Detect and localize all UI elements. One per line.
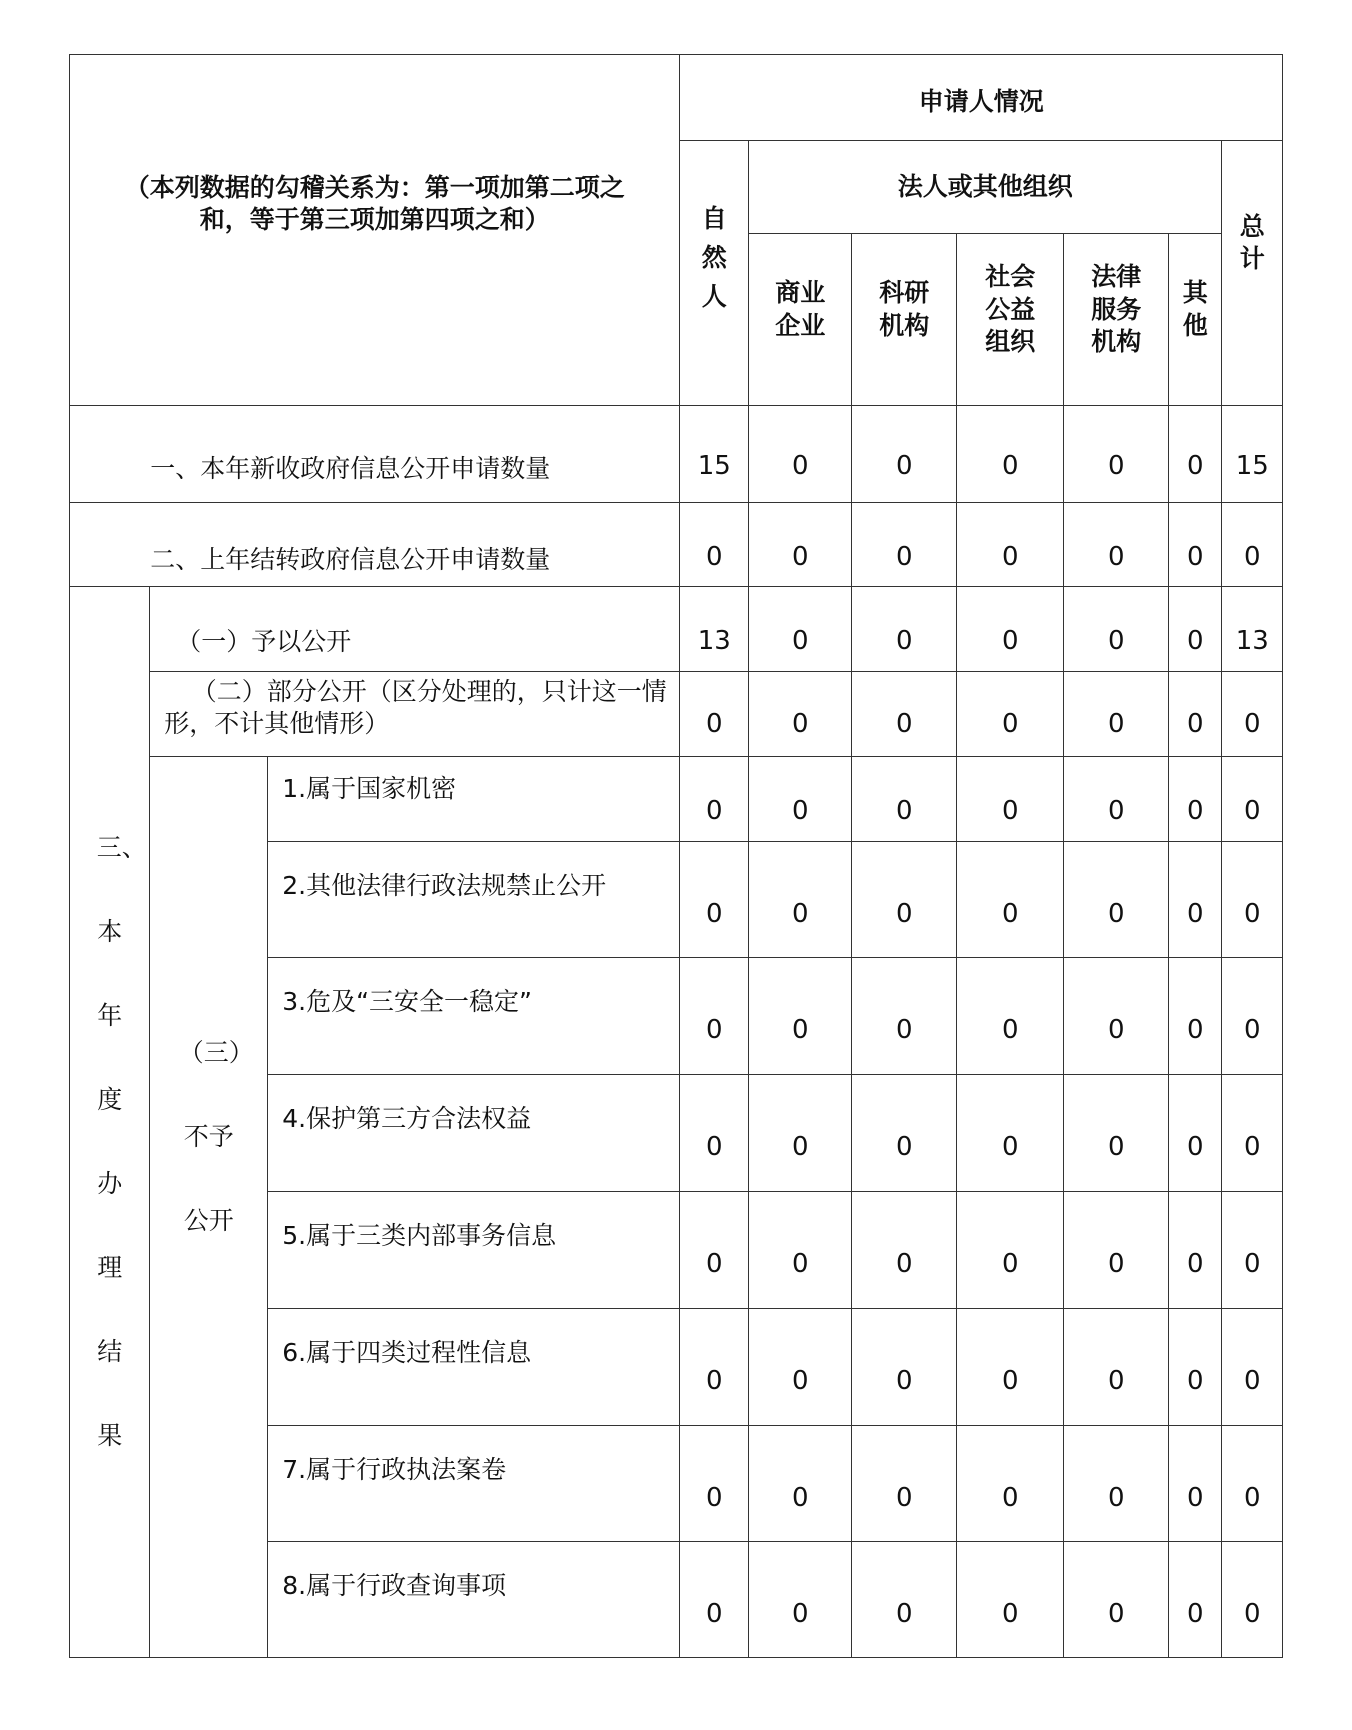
value-other xyxy=(1168,756,1222,842)
row-label xyxy=(69,502,680,587)
value-research xyxy=(851,586,957,672)
value-total xyxy=(1221,1074,1283,1192)
value-natural-person xyxy=(679,586,749,672)
value-legal-service xyxy=(1063,405,1169,503)
row-label xyxy=(69,405,680,503)
value-text: 0 xyxy=(1107,796,1125,827)
value-text: 0 xyxy=(1107,709,1125,740)
value-total xyxy=(1221,671,1283,757)
value-total xyxy=(1221,586,1283,672)
row-label-text: 4.保护第三方合法权益 xyxy=(282,1104,532,1133)
value-natural-person xyxy=(679,756,749,842)
value-commercial xyxy=(748,841,852,958)
header-legal-service-text: 法律服务机构 xyxy=(1091,262,1142,356)
value-text: 0 xyxy=(1186,1132,1204,1163)
value-text: 0 xyxy=(705,541,723,572)
value-other xyxy=(1168,1425,1222,1542)
value-text: 0 xyxy=(1186,1015,1204,1046)
value-text: 0 xyxy=(895,1249,913,1280)
value-social xyxy=(956,405,1064,503)
value-commercial xyxy=(748,1425,852,1542)
row-label-text: 1.属于国家机密 xyxy=(282,774,457,803)
value-social xyxy=(956,1425,1064,1542)
value-text: 0 xyxy=(791,1015,809,1046)
value-text: 0 xyxy=(791,709,809,740)
value-text: 0 xyxy=(1107,626,1125,657)
value-total xyxy=(1221,502,1283,587)
value-social xyxy=(956,1541,1064,1658)
row-label-text: （一）予以公开 xyxy=(176,627,352,656)
value-text: 0 xyxy=(1107,898,1125,929)
value-text: 0 xyxy=(1001,1482,1019,1513)
header-note xyxy=(69,54,680,406)
value-commercial xyxy=(748,957,852,1075)
value-text: 0 xyxy=(1243,1598,1261,1629)
value-natural-person xyxy=(679,1074,749,1192)
value-text: 0 xyxy=(895,451,913,482)
header-applicant xyxy=(679,54,1283,141)
value-text: 15 xyxy=(1235,451,1269,482)
value-legal-service xyxy=(1063,1541,1169,1658)
value-research xyxy=(851,1425,957,1542)
value-total xyxy=(1221,841,1283,958)
value-total xyxy=(1221,1191,1283,1309)
value-text: 0 xyxy=(791,541,809,572)
row-label xyxy=(267,1425,680,1542)
value-social xyxy=(956,671,1064,757)
header-legal-org xyxy=(748,140,1222,234)
value-text: 0 xyxy=(895,796,913,827)
value-text: 0 xyxy=(1243,1366,1261,1397)
value-text: 0 xyxy=(1107,1132,1125,1163)
value-text: 0 xyxy=(705,709,723,740)
value-other xyxy=(1168,1541,1222,1658)
value-text: 0 xyxy=(791,1598,809,1629)
value-text: 0 xyxy=(895,626,913,657)
value-other xyxy=(1168,671,1222,757)
row-label-text: 3.危及“三安全一稳定” xyxy=(282,987,533,1016)
value-total xyxy=(1221,405,1283,503)
header-applicant-text: 申请人情况 xyxy=(918,86,1044,116)
value-commercial xyxy=(748,1074,852,1192)
value-natural-person xyxy=(679,957,749,1075)
header-natural-person xyxy=(679,140,749,406)
value-other xyxy=(1168,957,1222,1075)
value-text: 0 xyxy=(895,541,913,572)
value-text: 0 xyxy=(1107,1015,1125,1046)
value-text: 0 xyxy=(1001,451,1019,482)
value-text: 0 xyxy=(1001,1249,1019,1280)
value-other xyxy=(1168,586,1222,672)
value-text: 0 xyxy=(705,796,723,827)
row-label xyxy=(267,1191,680,1309)
value-natural-person xyxy=(679,671,749,757)
value-total xyxy=(1221,957,1283,1075)
value-commercial xyxy=(748,1308,852,1426)
value-text: 15 xyxy=(697,451,731,482)
value-other xyxy=(1168,1074,1222,1192)
value-research xyxy=(851,1191,957,1309)
header-social xyxy=(956,233,1064,406)
value-text: 13 xyxy=(1235,626,1269,657)
row-label xyxy=(149,586,680,672)
value-text: 0 xyxy=(1001,1015,1019,1046)
value-text: 0 xyxy=(1243,1482,1261,1513)
value-text: 0 xyxy=(1186,796,1204,827)
value-total xyxy=(1221,1541,1283,1658)
header-total xyxy=(1221,140,1283,406)
row-label xyxy=(149,671,680,757)
header-commercial xyxy=(748,233,852,406)
value-commercial xyxy=(748,1191,852,1309)
header-legal-org-text: 法人或其他组织 xyxy=(897,172,1073,201)
value-text: 0 xyxy=(791,1482,809,1513)
value-research xyxy=(851,671,957,757)
value-text: 0 xyxy=(1001,1598,1019,1629)
row-label-text: 5.属于三类内部事务信息 xyxy=(282,1221,557,1250)
row-label xyxy=(267,1308,680,1426)
value-text: 0 xyxy=(1186,626,1204,657)
value-other xyxy=(1168,841,1222,958)
value-text: 0 xyxy=(1107,1249,1125,1280)
value-legal-service xyxy=(1063,1191,1169,1309)
value-commercial xyxy=(748,586,852,672)
row-label xyxy=(267,756,680,842)
row-label-text: 一、本年新收政府信息公开申请数量 xyxy=(150,454,551,483)
value-text: 0 xyxy=(895,898,913,929)
value-text: 0 xyxy=(1243,898,1261,929)
header-social-text: 社会公益组织 xyxy=(985,262,1036,356)
value-natural-person xyxy=(679,1425,749,1542)
value-text: 0 xyxy=(791,898,809,929)
value-other xyxy=(1168,502,1222,587)
value-natural-person xyxy=(679,1541,749,1658)
value-text: 0 xyxy=(895,709,913,740)
value-text: 0 xyxy=(1186,709,1204,740)
value-text: 0 xyxy=(1186,898,1204,929)
value-legal-service xyxy=(1063,957,1169,1075)
section3-label xyxy=(69,586,150,1658)
value-text: 0 xyxy=(1107,1366,1125,1397)
value-research xyxy=(851,957,957,1075)
row-label xyxy=(267,1541,680,1658)
value-text: 0 xyxy=(1186,541,1204,572)
value-text: 0 xyxy=(1107,1598,1125,1629)
value-text: 0 xyxy=(1001,709,1019,740)
value-other xyxy=(1168,1308,1222,1426)
value-text: 0 xyxy=(791,626,809,657)
value-text: 0 xyxy=(1001,1132,1019,1163)
value-legal-service xyxy=(1063,1425,1169,1542)
row-label-text: 二、上年结转政府信息公开申请数量 xyxy=(150,544,551,574)
value-commercial xyxy=(748,405,852,503)
value-natural-person xyxy=(679,405,749,503)
row-label-text: （二）部分公开（区分处理的，只计这一情形，不计其他情形） xyxy=(164,676,667,739)
value-commercial xyxy=(748,1541,852,1658)
value-text: 0 xyxy=(791,1132,809,1163)
value-social xyxy=(956,841,1064,958)
header-commercial-text: 商业企业 xyxy=(775,278,826,340)
value-total xyxy=(1221,1425,1283,1542)
value-text: 0 xyxy=(1186,451,1204,482)
row-label-text: 6.属于四类过程性信息 xyxy=(282,1338,532,1367)
value-text: 0 xyxy=(791,451,809,482)
value-text: 0 xyxy=(895,1015,913,1046)
value-legal-service xyxy=(1063,586,1169,672)
value-text: 0 xyxy=(1243,1249,1261,1280)
value-text: 0 xyxy=(895,1598,913,1629)
value-total xyxy=(1221,756,1283,842)
value-text: 0 xyxy=(895,1482,913,1513)
value-research xyxy=(851,1541,957,1658)
value-text: 0 xyxy=(1243,709,1261,740)
value-other xyxy=(1168,405,1222,503)
value-social xyxy=(956,586,1064,672)
value-commercial xyxy=(748,502,852,587)
value-text: 0 xyxy=(705,1598,723,1629)
value-social xyxy=(956,1074,1064,1192)
value-text: 0 xyxy=(1107,451,1125,482)
value-text: 0 xyxy=(1243,541,1261,572)
row-label-text: 8.属于行政查询事项 xyxy=(282,1570,507,1600)
value-text: 0 xyxy=(1186,1366,1204,1397)
value-natural-person xyxy=(679,1191,749,1309)
value-commercial xyxy=(748,756,852,842)
value-text: 0 xyxy=(705,1132,723,1163)
value-text: 0 xyxy=(1107,541,1125,572)
value-text: 0 xyxy=(705,1366,723,1397)
value-research xyxy=(851,502,957,587)
value-text: 0 xyxy=(705,898,723,929)
value-text: 0 xyxy=(1243,1015,1261,1046)
value-research xyxy=(851,1308,957,1426)
value-text: 0 xyxy=(1186,1249,1204,1280)
value-social xyxy=(956,957,1064,1075)
section3-sub3-label-text: （三）不予公开 xyxy=(178,1038,254,1236)
value-social xyxy=(956,502,1064,587)
row-label xyxy=(267,1074,680,1192)
value-legal-service xyxy=(1063,756,1169,842)
value-commercial xyxy=(748,671,852,757)
row-label-text: 7.属于行政执法案卷 xyxy=(282,1454,507,1484)
value-text: 0 xyxy=(1243,1132,1261,1163)
value-text: 0 xyxy=(791,1366,809,1397)
section3-label-text: 三、本年度办理结果 xyxy=(96,833,147,1451)
value-text: 0 xyxy=(705,1249,723,1280)
header-other xyxy=(1168,233,1222,406)
value-text: 0 xyxy=(791,796,809,827)
value-other xyxy=(1168,1191,1222,1309)
value-natural-person xyxy=(679,502,749,587)
row-label xyxy=(267,957,680,1075)
value-natural-person xyxy=(679,1308,749,1426)
header-legal-service xyxy=(1063,233,1169,406)
header-note-text: （本列数据的勾稽关系为：第一项加第二项之和，等于第三项加第四项之和） xyxy=(124,172,625,235)
value-legal-service xyxy=(1063,671,1169,757)
header-natural-person-text: 自然人 xyxy=(701,204,727,311)
section3-sub3-label xyxy=(149,756,268,1658)
value-text: 0 xyxy=(791,1249,809,1280)
header-total-text: 总计 xyxy=(1239,211,1265,274)
value-text: 0 xyxy=(1001,541,1019,572)
header-research-text: 科研机构 xyxy=(879,278,930,340)
value-text: 0 xyxy=(1001,898,1019,929)
value-legal-service xyxy=(1063,1074,1169,1192)
value-social xyxy=(956,1191,1064,1309)
value-text: 0 xyxy=(895,1366,913,1397)
value-text: 0 xyxy=(1186,1598,1204,1629)
value-text: 0 xyxy=(895,1132,913,1163)
value-research xyxy=(851,756,957,842)
value-text: 0 xyxy=(705,1015,723,1046)
value-text: 0 xyxy=(1243,796,1261,827)
value-legal-service xyxy=(1063,1308,1169,1426)
value-text: 0 xyxy=(1001,626,1019,657)
value-legal-service xyxy=(1063,841,1169,958)
value-research xyxy=(851,1074,957,1192)
value-social xyxy=(956,756,1064,842)
row-label xyxy=(267,841,680,958)
value-text: 0 xyxy=(705,1482,723,1513)
value-social xyxy=(956,1308,1064,1426)
value-text: 0 xyxy=(1186,1482,1204,1513)
value-natural-person xyxy=(679,841,749,958)
value-text: 0 xyxy=(1107,1482,1125,1513)
value-text: 0 xyxy=(1001,1366,1019,1397)
header-research xyxy=(851,233,957,406)
value-legal-service xyxy=(1063,502,1169,587)
value-research xyxy=(851,405,957,503)
value-total xyxy=(1221,1308,1283,1426)
row-label-text: 2.其他法律行政法规禁止公开 xyxy=(282,870,607,900)
value-research xyxy=(851,841,957,958)
header-other-text: 其他 xyxy=(1182,278,1208,340)
value-text: 13 xyxy=(697,626,731,657)
value-text: 0 xyxy=(1001,796,1019,827)
